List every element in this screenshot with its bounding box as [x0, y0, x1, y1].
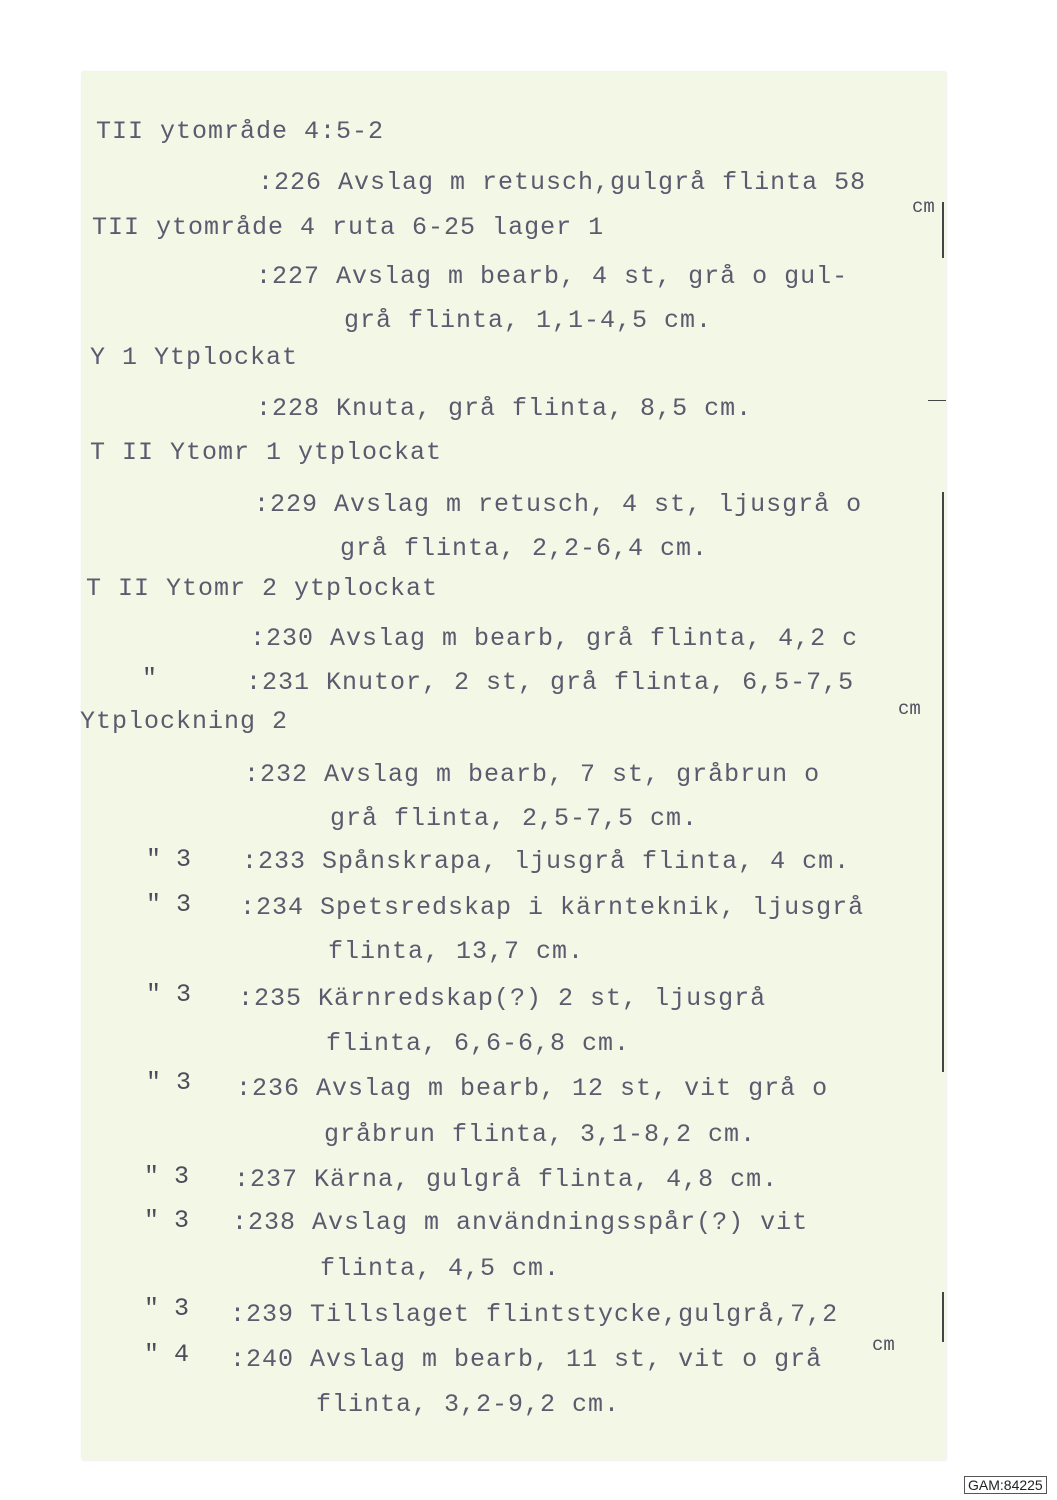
entry-line: :239 Tillslaget flintstycke,gulgrå,7,2 — [230, 1300, 839, 1329]
entry-line: :234 Spetsredskap i kärnteknik, ljusgrå — [240, 893, 865, 922]
entry-continuation: grå flinta, 1,1-4,5 cm. — [344, 306, 713, 335]
record-header: TII ytområde 4:5-2 — [96, 117, 385, 146]
ditto-mark: " 4 — [144, 1340, 190, 1369]
record-header: Ytplockning 2 — [80, 707, 289, 736]
entry-line: :240 Avslag m bearb, 11 st, vit o grå — [230, 1345, 823, 1374]
margin-note-cm: cm — [872, 1334, 895, 1356]
ditto-mark: " 3 — [144, 1294, 190, 1323]
ditto-mark: " 3 — [144, 1206, 190, 1235]
entry-line: :230 Avslag m bearb, grå flinta, 4,2 c — [250, 624, 859, 653]
entry-line: :238 Avslag m användningsspår(?) vit — [232, 1208, 809, 1237]
entry-line: :232 Avslag m bearb, 7 st, gråbrun o — [244, 760, 821, 789]
entry-line: :237 Kärna, gulgrå flinta, 4,8 cm. — [234, 1165, 779, 1194]
entry-line: :228 Knuta, grå flinta, 8,5 cm. — [256, 394, 753, 423]
margin-note-cm: cm — [898, 698, 921, 720]
entry-continuation: flinta, 3,2-9,2 cm. — [316, 1390, 621, 1419]
entry-line: :236 Avslag m bearb, 12 st, vit grå o — [236, 1074, 829, 1103]
entry-line: :235 Kärnredskap(?) 2 st, ljusgrå — [238, 984, 767, 1013]
record-header: T II Ytomr 2 ytplockat — [86, 574, 439, 603]
margin-note-cm: cm — [912, 196, 935, 218]
entry-continuation: grå flinta, 2,5-7,5 cm. — [330, 804, 699, 833]
ditto-mark: " 3 — [146, 980, 192, 1009]
right-edge-mark — [942, 202, 944, 258]
ditto-mark: " 3 — [144, 1162, 190, 1191]
entry-continuation: flinta, 4,5 cm. — [320, 1254, 561, 1283]
entry-line: :226 Avslag m retusch,gulgrå flinta 58 — [258, 168, 867, 197]
record-header: Y 1 Ytplockat — [90, 343, 299, 372]
entry-continuation: flinta, 6,6-6,8 cm. — [326, 1029, 631, 1058]
record-header: TII ytområde 4 ruta 6-25 lager 1 — [92, 213, 605, 242]
right-edge-mark — [942, 492, 944, 1072]
entry-continuation: flinta, 13,7 cm. — [328, 937, 585, 966]
ditto-mark: " 3 — [146, 845, 192, 874]
entry-line: :233 Spånskrapa, ljusgrå flinta, 4 cm. — [242, 847, 851, 876]
right-edge-dash — [928, 400, 946, 401]
entry-continuation: gråbrun flinta, 3,1-8,2 cm. — [324, 1120, 757, 1149]
entry-line: :229 Avslag m retusch, 4 st, ljusgrå o — [254, 490, 863, 519]
entry-line: :227 Avslag m bearb, 4 st, grå o gul- — [256, 262, 849, 291]
ditto-mark: " — [142, 664, 158, 693]
entry-line: :231 Knutor, 2 st, grå flinta, 6,5-7,5 — [246, 668, 855, 697]
catalog-id-label: GAM:84225 — [964, 1476, 1047, 1494]
record-header: T II Ytomr 1 ytplockat — [90, 438, 443, 467]
ditto-mark: " 3 — [146, 890, 192, 919]
ditto-mark: " 3 — [146, 1068, 192, 1097]
right-edge-mark — [942, 1292, 944, 1342]
entry-continuation: grå flinta, 2,2-6,4 cm. — [340, 534, 709, 563]
